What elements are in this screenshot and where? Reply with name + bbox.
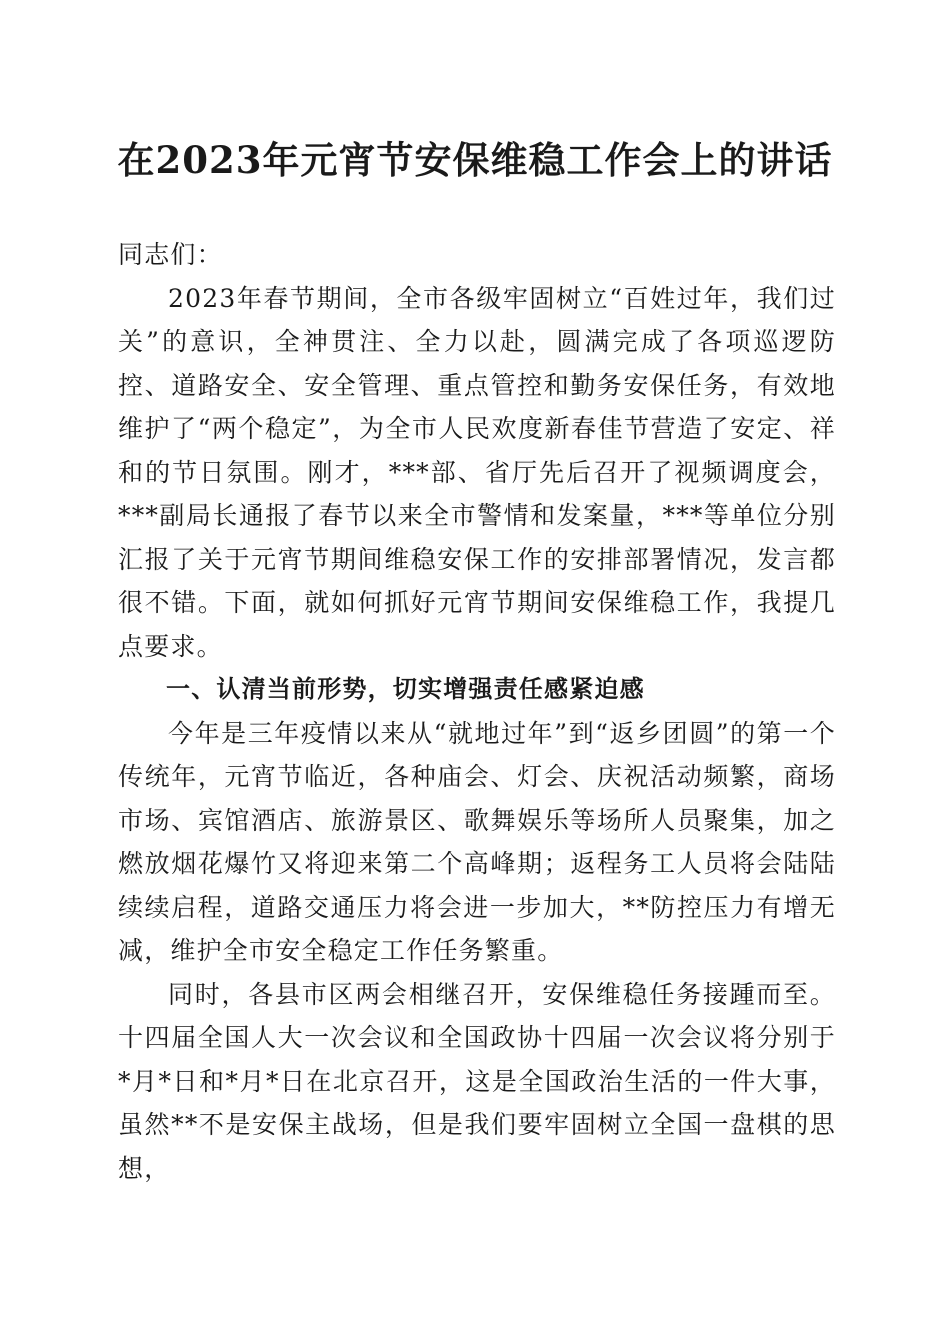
paragraph-situation: 今年是三年疫情以来从“就地过年”到“返乡团圆”的第一个传统年，元宵节临近，各种庙会、灯会、庆祝活动频繁，商场市场、宾馆酒店、旅游景区、歌舞娱乐等场所人员聚集，加之燃放烟花爆竹又将迎来第二个高峰期；返程务工人员将会陆陆续续启程，道路交通压力将会进一步加大，**防控压力有增无减，维护全市安全稳定工作任务繁重。: [118, 718, 836, 965]
salutation: 同志们：: [118, 240, 223, 269]
paragraph-meetings: 同时，各县市区两会相继召开，安保维稳任务接踵而至。十四届全国人大一次会议和全国政协十四届一次会议将分别于*月*日和*月*日在北京召开，这是全国政治生活的一件大事，虽然**不是安保主战场，但是我们要牢固树立全国一盘棋的思想，: [118, 979, 836, 1183]
document-body: [118, 233, 836, 1190]
section-heading-1: 一、认清当前形势，切实增强责任感紧迫感: [166, 675, 645, 703]
document-title: 在2023年元宵节安保维稳工作会上的讲话: [117, 138, 833, 182]
paragraph-intro: 2023年春节期间，全市各级牢固树立“百姓过年，我们过关”的意识，全神贯注、全力以赴，圆满完成了各项巡逻防控、道路安全、安全管理、重点管控和勤务安保任务，有效地维护了“两个稳定”，为全市人民欢度新春佳节营造了安定、祥和的节日氛围。刚才，***部、省厅先后召开了视频调度会，***副局长通报了春节以来全市警情和发案量，***等单位分别汇报了关于元宵节期间维稳安保工作的安排部署情况，发言都很不错。下面，就如何抓好元宵节期间安保维稳工作，我提几点要求。: [118, 283, 836, 661]
